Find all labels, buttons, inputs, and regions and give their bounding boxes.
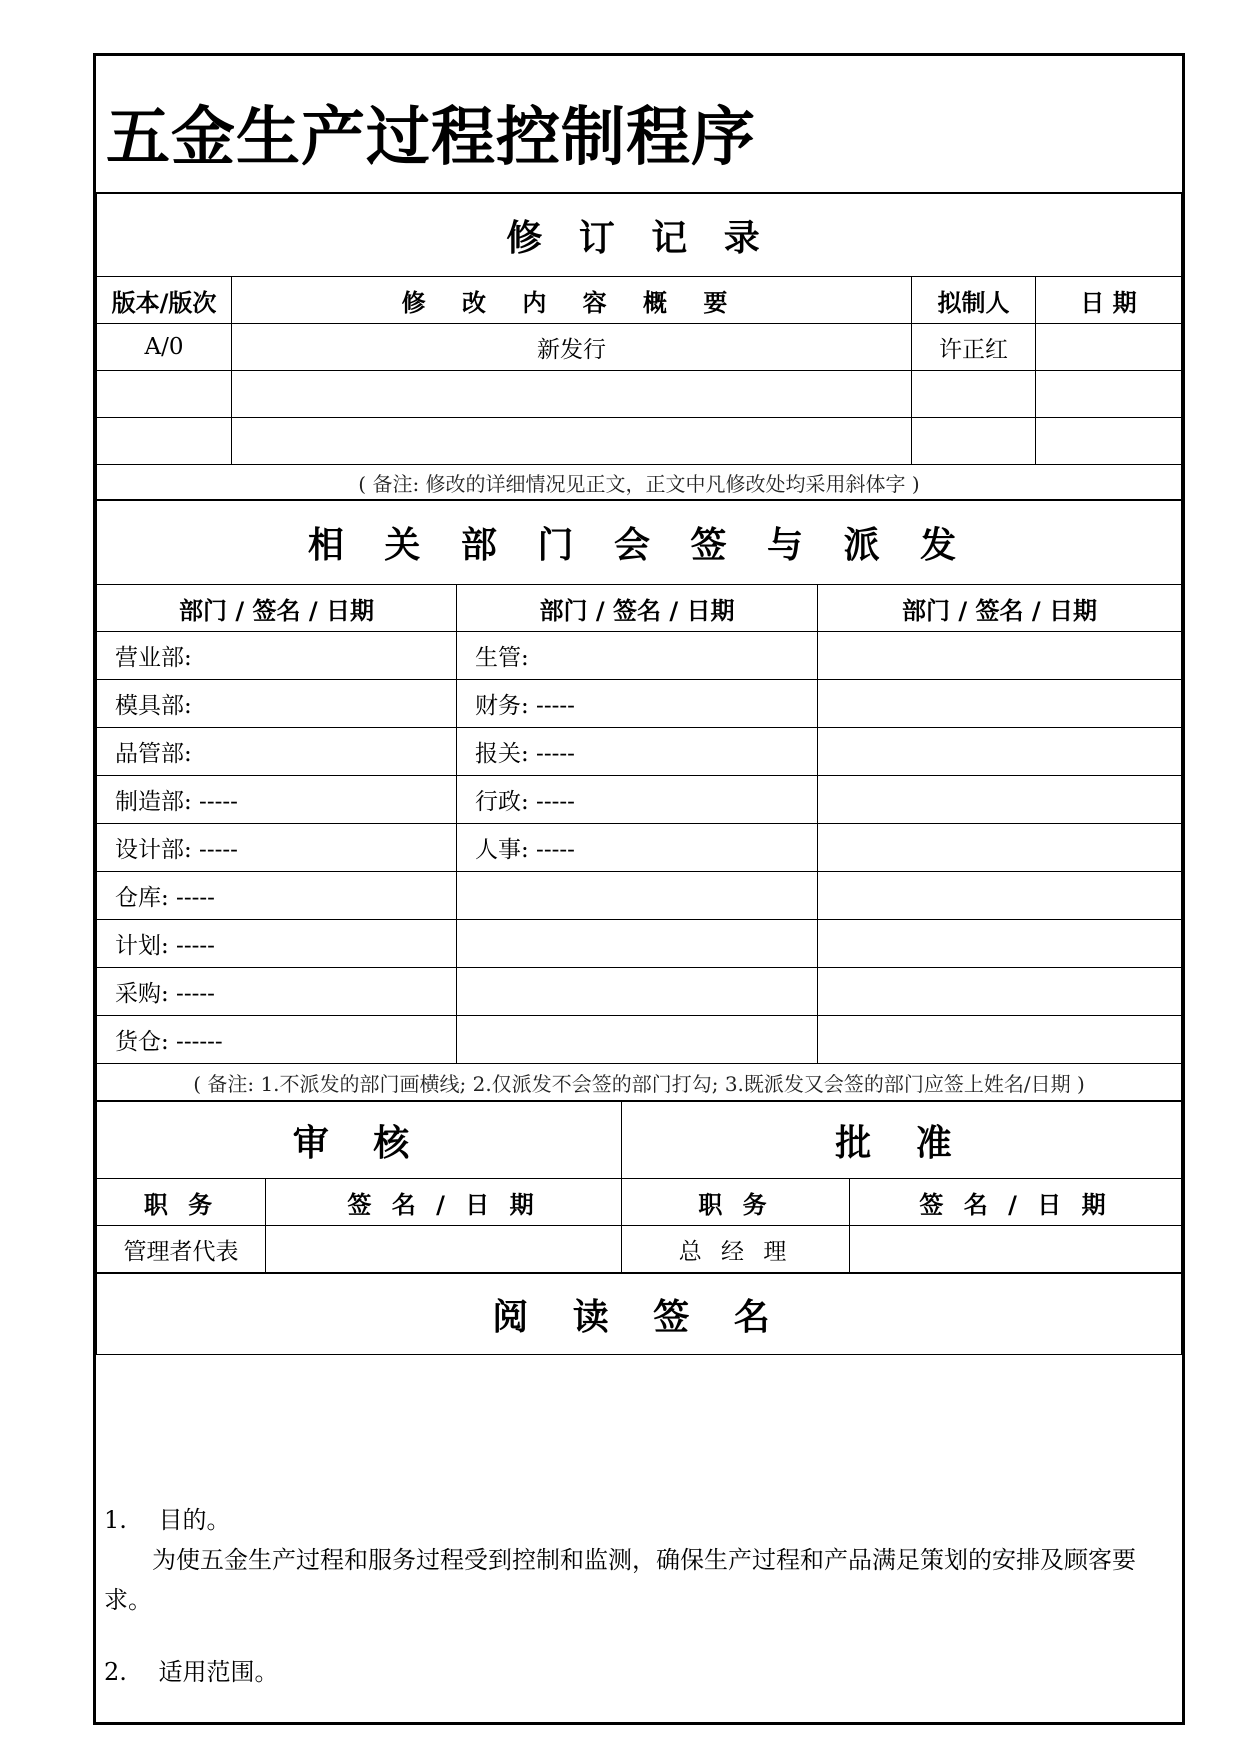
dist-cell[interactable]	[818, 968, 1182, 1016]
dist-cell[interactable]: 人事: -----	[457, 824, 818, 872]
revision-cell[interactable]	[1036, 324, 1182, 371]
revision-note: ( 备注: 修改的详细情况见正文，正文中凡修改处均采用斜体字 )	[97, 465, 1182, 500]
review-role: 管理者代表	[97, 1226, 266, 1273]
dist-cell[interactable]: 报关: -----	[457, 728, 818, 776]
dist-cell[interactable]	[457, 920, 818, 968]
revision-cell[interactable]	[232, 371, 912, 418]
dist-cell[interactable]	[818, 728, 1182, 776]
section-1-title: 1. 目的。	[104, 1506, 231, 1534]
dist-col-3: 部门 / 签名 / 日期	[818, 585, 1182, 632]
dist-cell[interactable]: 货仓: ------	[97, 1016, 457, 1064]
reading-table	[96, 1273, 1182, 1355]
section-2-title: 2. 适用范围。	[104, 1658, 279, 1686]
revision-cell[interactable]	[912, 418, 1036, 465]
revision-cell[interactable]	[97, 371, 232, 418]
dist-row	[97, 680, 1182, 728]
revision-cell[interactable]	[232, 418, 912, 465]
col-summary: 修 改 内 容 概 要	[232, 277, 912, 324]
dist-cell[interactable]	[818, 872, 1182, 920]
dist-row	[97, 776, 1182, 824]
dist-cell[interactable]	[818, 824, 1182, 872]
dist-row	[97, 968, 1182, 1016]
approve-col-position: 职 务	[622, 1179, 850, 1226]
revision-cell[interactable]	[1036, 371, 1182, 418]
dist-row	[97, 1016, 1182, 1064]
revision-row	[97, 371, 1182, 418]
dist-cell[interactable]: 品管部:	[97, 728, 457, 776]
dist-row	[97, 920, 1182, 968]
reading-heading: 阅 读 签 名	[97, 1274, 1182, 1355]
document-frame	[93, 53, 1185, 1725]
distribution-note: ( 备注: 1.不派发的部门画横线; 2.仅派发不会签的部门打勾; 3.既派发又会签的部门应签上姓名/日期 )	[97, 1064, 1182, 1101]
dist-cell[interactable]: 营业部:	[97, 632, 457, 680]
title-block	[96, 56, 1182, 193]
dist-cell[interactable]	[818, 1016, 1182, 1064]
dist-row	[97, 632, 1182, 680]
dist-cell[interactable]: 仓库: -----	[97, 872, 457, 920]
dist-cell[interactable]	[818, 632, 1182, 680]
section-1	[104, 1500, 1174, 1620]
dist-cell[interactable]	[818, 680, 1182, 728]
revision-row	[97, 324, 1182, 371]
approve-col-sign: 签 名 / 日 期	[850, 1179, 1182, 1226]
dist-cell[interactable]: 制造部: -----	[97, 776, 457, 824]
approve-heading: 批 准	[622, 1102, 1182, 1179]
revision-cell[interactable]	[1036, 418, 1182, 465]
dist-cell[interactable]: 模具部:	[97, 680, 457, 728]
dist-col-2: 部门 / 签名 / 日期	[457, 585, 818, 632]
col-date: 日 期	[1036, 277, 1182, 324]
revision-cell[interactable]	[912, 371, 1036, 418]
dist-cell[interactable]: 采购: -----	[97, 968, 457, 1016]
section-1-text: 为使五金生产过程和服务过程受到控制和监测，确保生产过程和产品满足策划的安排及顾客要求。	[104, 1546, 1136, 1614]
review-col-sign: 签 名 / 日 期	[266, 1179, 622, 1226]
distribution-table	[96, 500, 1182, 1101]
revision-heading: 修 订 记 录	[97, 194, 1182, 277]
section-2	[104, 1652, 1174, 1692]
distribution-heading: 相 关 部 门 会 签 与 派 发	[97, 501, 1182, 585]
col-version: 版本/版次	[97, 277, 232, 324]
approve-role: 总 经 理	[622, 1226, 850, 1273]
dist-cell[interactable]	[818, 776, 1182, 824]
dist-cell[interactable]: 设计部: -----	[97, 824, 457, 872]
revision-cell[interactable]	[97, 418, 232, 465]
approval-table	[96, 1101, 1182, 1273]
document-title: 五金生产过程控制程序	[106, 101, 756, 175]
dist-row	[97, 728, 1182, 776]
revision-row	[97, 418, 1182, 465]
dist-cell[interactable]: 生管:	[457, 632, 818, 680]
approve-signature-field[interactable]	[850, 1226, 1182, 1273]
dist-cell[interactable]: 计划: -----	[97, 920, 457, 968]
revision-cell[interactable]: A/0	[97, 324, 232, 371]
revision-cell[interactable]: 许正红	[912, 324, 1036, 371]
dist-col-1: 部门 / 签名 / 日期	[97, 585, 457, 632]
revision-table	[96, 193, 1182, 500]
review-heading: 审 核	[97, 1102, 622, 1179]
dist-cell[interactable]	[457, 968, 818, 1016]
dist-cell[interactable]: 行政: -----	[457, 776, 818, 824]
review-signature-field[interactable]	[266, 1226, 622, 1273]
dist-cell[interactable]	[457, 872, 818, 920]
revision-cell[interactable]: 新发行	[232, 324, 912, 371]
dist-cell[interactable]: 财务: -----	[457, 680, 818, 728]
dist-cell[interactable]	[818, 920, 1182, 968]
dist-row	[97, 872, 1182, 920]
dist-row	[97, 824, 1182, 872]
dist-cell[interactable]	[457, 1016, 818, 1064]
col-author: 拟制人	[912, 277, 1036, 324]
review-col-position: 职 务	[97, 1179, 266, 1226]
